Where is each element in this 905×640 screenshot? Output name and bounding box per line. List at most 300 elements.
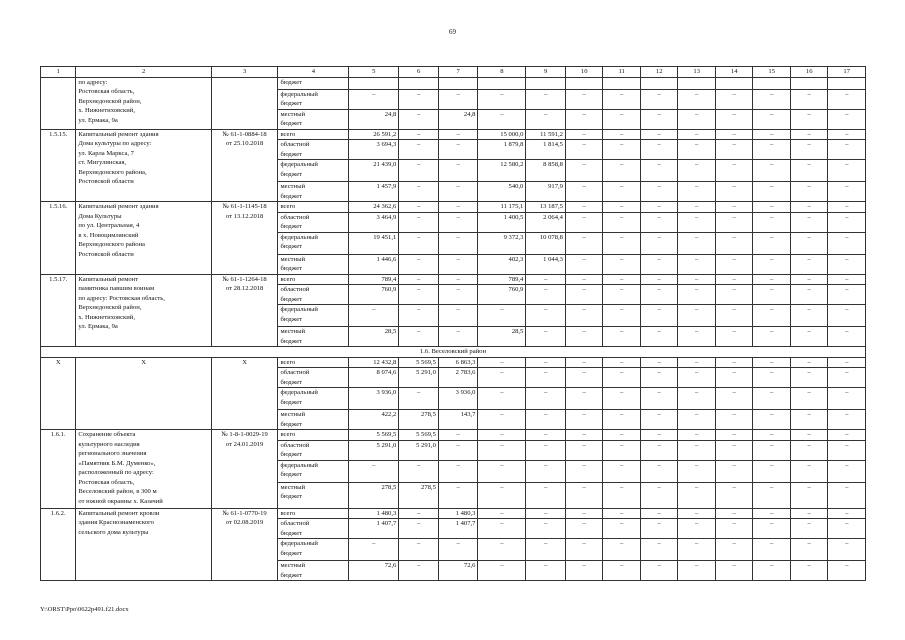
dash-cell: – [603,410,641,430]
dash-cell: – [565,368,603,388]
dash-cell: – [678,410,716,430]
table-row [41,202,866,213]
value-cell: 2 783,6 [438,368,478,388]
value-cell: 10 078,8 [526,232,566,254]
dash-cell: – [640,508,678,519]
dash-cell: – [603,561,641,581]
dash-cell: – [790,410,828,430]
value-cell: 13 187,5 [526,202,566,213]
dash-cell: – [828,109,866,129]
dash-cell: – [565,232,603,254]
budget-type: федеральный бюджет [278,89,349,109]
dash-cell: – [399,519,439,539]
dash-cell: – [715,109,753,129]
budget-type: местный бюджет [278,254,349,274]
budget-type: местный бюджет [278,482,349,508]
dash-cell: – [790,202,828,213]
value-cell: 1 814,5 [526,140,566,160]
table-row [41,508,866,519]
dash-cell: – [478,539,526,561]
dash-cell: – [565,561,603,581]
budget-type: областной бюджет [278,140,349,160]
dash-cell: – [526,539,566,561]
dash-cell: – [790,368,828,388]
budget-type: местный бюджет [278,410,349,430]
dash-cell: – [753,519,791,539]
dash-cell: – [790,89,828,109]
dash-cell: – [640,410,678,430]
dash-cell: – [603,254,641,274]
dash-cell: – [828,140,866,160]
dash-cell: – [526,430,566,441]
dash-cell: – [678,140,716,160]
document-reference: № 61-1-1264-18 от 28.12.2018 [211,274,278,347]
dash-cell: – [640,232,678,254]
dash-cell: – [828,285,866,305]
footer-file-path: Y:\ORST\Ppo\0622p491.f21.docx [40,606,129,613]
dash-cell: – [399,561,439,581]
dash-cell: – [640,109,678,129]
value-cell: 540,0 [478,182,526,202]
dash-cell: – [678,357,716,368]
dash-cell: – [526,482,566,508]
dash-cell: – [399,129,439,140]
value-cell: 1 407,7 [438,519,478,539]
item-name: Капитальный ремонт здания Дома культуры по адресу: ул. Карла Маркса, 7 ст. Мигулинская, Верхнедонского района, Ростовской области [76,129,211,202]
dash-cell: – [715,129,753,140]
dash-cell: – [640,539,678,561]
dash-cell: – [828,232,866,254]
value-cell: 5 569,5 [399,357,439,368]
item-number: 1.5.16. [41,202,76,275]
item-name: Капитальный ремонт памятника павшим воинам по адресу: Ростовская область, Верхнедонской район, х. Нижнетиховский, ул. Ермака, 9а [76,274,211,347]
table-row [41,77,866,89]
dash-cell: – [753,508,791,519]
dash-cell: – [715,519,753,539]
dash-cell: – [526,460,566,482]
dash-cell: – [438,285,478,305]
column-number-13: 13 [678,67,716,78]
dash-cell: – [526,368,566,388]
dash-cell: – [678,305,716,327]
dash-cell: – [603,285,641,305]
dash-cell: – [753,182,791,202]
dash-cell: – [438,182,478,202]
dash-cell: – [715,561,753,581]
dash-cell: – [399,327,439,347]
dash-cell: – [478,482,526,508]
dash-cell: – [478,305,526,327]
dash-cell: – [438,440,478,460]
dash-cell: – [828,274,866,285]
document-reference [211,77,278,129]
dash-cell: – [790,460,828,482]
budget-type: местный бюджет [278,561,349,581]
value-cell: 21 439,0 [349,160,399,182]
dash-cell: – [438,305,478,327]
dash-cell: – [399,539,439,561]
dash-cell: – [753,89,791,109]
dash-cell: – [753,202,791,213]
page-number: 69 [449,28,456,36]
dash-cell: – [565,327,603,347]
dash-cell: – [526,89,566,109]
dash-cell: – [603,212,641,232]
dash-cell: – [603,482,641,508]
dash-cell: – [399,460,439,482]
budget-type: бюджет [278,77,349,89]
dash-cell: – [349,460,399,482]
dash-cell: – [790,508,828,519]
column-number-2: 2 [76,67,211,78]
budget-type: областной бюджет [278,368,349,388]
column-number-11: 11 [603,67,641,78]
value-cell: 11 175,1 [478,202,526,213]
dash-cell: – [603,232,641,254]
dash-cell: – [565,140,603,160]
dash-cell [715,77,753,89]
dash-cell: – [526,357,566,368]
dash-cell: – [526,508,566,519]
budget-type: всего [278,202,349,213]
dash-cell: – [678,274,716,285]
dash-cell: – [753,561,791,581]
dash-cell: – [715,182,753,202]
dash-cell: – [399,89,439,109]
dash-cell: – [678,519,716,539]
dash-cell: – [715,327,753,347]
dash-cell: – [753,482,791,508]
dash-cell: – [753,109,791,129]
dash-cell: – [349,89,399,109]
value-cell: 72,6 [438,561,478,581]
dash-cell: – [790,232,828,254]
dash-cell: – [790,140,828,160]
dash-cell: – [715,274,753,285]
dash-cell: – [399,182,439,202]
value-cell: 143,7 [438,410,478,430]
dash-cell: – [565,460,603,482]
dash-cell: – [828,508,866,519]
dash-cell [399,77,439,89]
column-number-5: 5 [349,67,399,78]
column-number-6: 6 [399,67,439,78]
dash-cell: – [678,109,716,129]
dash-cell: – [753,212,791,232]
dash-cell [478,77,526,89]
dash-cell [349,77,399,89]
dash-cell: – [828,410,866,430]
dash-cell: – [565,388,603,410]
budget-type: всего [278,430,349,441]
dash-cell: – [603,129,641,140]
dash-cell: – [753,129,791,140]
budget-type: областной бюджет [278,440,349,460]
dash-cell: – [478,508,526,519]
dash-cell: – [526,305,566,327]
value-cell: 5 569,5 [349,430,399,441]
dash-cell: – [753,460,791,482]
table-row [41,430,866,441]
dash-cell: – [565,182,603,202]
dash-cell: – [828,202,866,213]
column-number-14: 14 [715,67,753,78]
dash-cell: – [678,460,716,482]
dash-cell: – [640,140,678,160]
value-cell: 8 074,6 [349,368,399,388]
dash-cell: – [753,140,791,160]
dash-cell: – [790,129,828,140]
dash-cell: – [790,357,828,368]
dash-cell: – [526,410,566,430]
column-number-12: 12 [640,67,678,78]
column-number-17: 17 [828,67,866,78]
value-cell: 11 591,2 [526,129,566,140]
dash-cell: – [828,519,866,539]
dash-cell: – [828,89,866,109]
dash-cell: – [828,327,866,347]
dash-cell: – [565,254,603,274]
dash-cell: – [753,410,791,430]
dash-cell: – [790,440,828,460]
item-number: 1.5.17. [41,274,76,347]
dash-cell: – [828,561,866,581]
budget-type: местный бюджет [278,182,349,202]
dash-cell: – [526,274,566,285]
item-number: 1.5.15. [41,129,76,202]
dash-cell: – [790,285,828,305]
dash-cell: – [565,202,603,213]
dash-cell: – [828,460,866,482]
dash-cell: – [565,440,603,460]
value-cell: 12 580,2 [478,160,526,182]
header-row [41,67,866,78]
dash-cell: – [715,508,753,519]
value-cell: 402,3 [478,254,526,274]
item-number: 1.6.2. [41,508,76,581]
dash-cell: – [790,160,828,182]
dash-cell: – [715,357,753,368]
dash-cell: – [349,539,399,561]
value-cell: 422,2 [349,410,399,430]
dash-cell: – [399,212,439,232]
value-cell: 5 291,0 [349,440,399,460]
document-reference: № 61-1-1145-18 от 13.12.2018 [211,202,278,275]
dash-cell: – [678,254,716,274]
dash-cell: – [640,274,678,285]
dash-cell: – [753,388,791,410]
item-number: 1.6.1. [41,430,76,509]
dash-cell: – [640,519,678,539]
dash-cell: – [438,212,478,232]
dash-cell: – [678,327,716,347]
dash-cell: – [828,160,866,182]
value-cell: 1 044,3 [526,254,566,274]
dash-cell: – [828,129,866,140]
dash-cell: – [640,482,678,508]
budget-type: федеральный бюджет [278,539,349,561]
budget-type: федеральный бюджет [278,460,349,482]
value-cell: 3 694,3 [349,140,399,160]
dash-cell: – [790,109,828,129]
item-number [41,77,76,129]
dash-cell: – [753,254,791,274]
dash-cell: – [715,140,753,160]
dash-cell: – [753,160,791,182]
dash-cell: – [828,368,866,388]
dash-cell: – [678,160,716,182]
dash-cell: – [790,539,828,561]
dash-cell: – [603,327,641,347]
dash-cell: – [399,274,439,285]
dash-cell: – [790,182,828,202]
dash-cell: – [640,254,678,274]
dash-cell: – [678,285,716,305]
dash-cell: – [603,202,641,213]
dash-cell: – [640,160,678,182]
dash-cell: – [828,388,866,410]
value-cell: 3 936,0 [349,388,399,410]
dash-cell: – [478,89,526,109]
dash-cell: – [603,109,641,129]
dash-cell: – [753,539,791,561]
dash-cell: – [828,440,866,460]
dash-cell: – [478,410,526,430]
table-row [41,129,866,140]
value-cell: 1 457,9 [349,182,399,202]
dash-cell: – [603,357,641,368]
dash-cell: – [640,129,678,140]
value-cell: 9 372,3 [478,232,526,254]
value-cell: 5 569,5 [399,430,439,441]
dash-cell: – [828,539,866,561]
value-cell: 278,5 [399,482,439,508]
dash-cell: – [640,388,678,410]
budget-type: всего [278,274,349,285]
dash-cell [640,77,678,89]
dash-cell: – [438,274,478,285]
dash-cell [526,77,566,89]
dash-cell: – [715,430,753,441]
value-cell: 1 480,3 [349,508,399,519]
dash-cell: – [603,140,641,160]
value-cell: 72,6 [349,561,399,581]
dash-cell: – [640,182,678,202]
dash-cell: – [715,368,753,388]
item-name: Сохранение объекта культурного наследия регионального значения «Памятник Б.М. Думенко», расположенный по адресу: Ростовская область, Веселовский район, в 300 м от южной окраины х. Казачий [76,430,211,509]
dash-cell: – [678,129,716,140]
column-number-9: 9 [526,67,566,78]
document-reference: № 61-1-0770-19 от 02.08.2019 [211,508,278,581]
dash-cell: – [438,460,478,482]
dash-cell: – [828,430,866,441]
dash-cell: – [790,482,828,508]
dash-cell: – [753,440,791,460]
dash-cell: – [438,140,478,160]
value-cell: 15 000,0 [478,129,526,140]
dash-cell: – [603,182,641,202]
dash-cell: – [715,410,753,430]
dash-cell: – [478,519,526,539]
dash-cell: – [399,109,439,129]
value-cell: 3 464,9 [349,212,399,232]
dash-cell: – [715,254,753,274]
budget-type: местный бюджет [278,327,349,347]
summary-x: X [41,357,76,430]
dash-cell: – [399,254,439,274]
dash-cell: – [565,539,603,561]
dash-cell: – [678,482,716,508]
dash-cell: – [603,430,641,441]
dash-cell: – [678,182,716,202]
dash-cell [753,77,791,89]
value-cell: 1 446,6 [349,254,399,274]
dash-cell: – [790,254,828,274]
document-reference: № 1-8-1-0029-19 от 24.01.2019 [211,430,278,509]
dash-cell: – [399,305,439,327]
dash-cell: – [478,460,526,482]
dash-cell: – [526,109,566,129]
dash-cell: – [399,140,439,160]
value-cell: 278,5 [349,482,399,508]
dash-cell: – [640,212,678,232]
column-number-3: 3 [211,67,278,78]
dash-cell: – [565,305,603,327]
dash-cell: – [828,482,866,508]
value-cell: 24,8 [438,109,478,129]
dash-cell: – [715,160,753,182]
dash-cell: – [715,89,753,109]
dash-cell: – [753,305,791,327]
value-cell: 2 064,4 [526,212,566,232]
dash-cell [438,77,478,89]
dash-cell: – [640,305,678,327]
dash-cell: – [565,274,603,285]
dash-cell: – [790,212,828,232]
dash-cell: – [603,508,641,519]
budget-type: областной бюджет [278,285,349,305]
value-cell: 3 936,0 [438,388,478,410]
dash-cell: – [790,388,828,410]
value-cell: 760,9 [478,285,526,305]
column-number-16: 16 [790,67,828,78]
budget-type: всего [278,129,349,140]
item-name: Капитальный ремонт здания Дома Культуры по ул. Центральная, 4 в х. Новоцимлянский Верхнедонского района Ростовской области [76,202,211,275]
dash-cell [678,77,716,89]
dash-cell: – [828,212,866,232]
dash-cell: – [640,327,678,347]
dash-cell: – [715,202,753,213]
dash-cell: – [565,482,603,508]
budget-type: федеральный бюджет [278,160,349,182]
dash-cell: – [828,305,866,327]
dash-cell: – [565,430,603,441]
item-name: по адресу: Ростовская область, Верхнедонской район, х. Нижнетиховский, ул. Ермака, 9а [76,77,211,129]
summary-x: X [76,357,211,430]
value-cell: 26 591,2 [349,129,399,140]
dash-cell: – [565,410,603,430]
dash-cell: – [603,460,641,482]
dash-cell: – [478,440,526,460]
dash-cell: – [640,368,678,388]
value-cell: 5 291,0 [399,368,439,388]
dash-cell: – [678,368,716,388]
dash-cell: – [753,232,791,254]
dash-cell: – [565,109,603,129]
budget-type: областной бюджет [278,519,349,539]
dash-cell: – [678,388,716,410]
dash-cell: – [438,327,478,347]
